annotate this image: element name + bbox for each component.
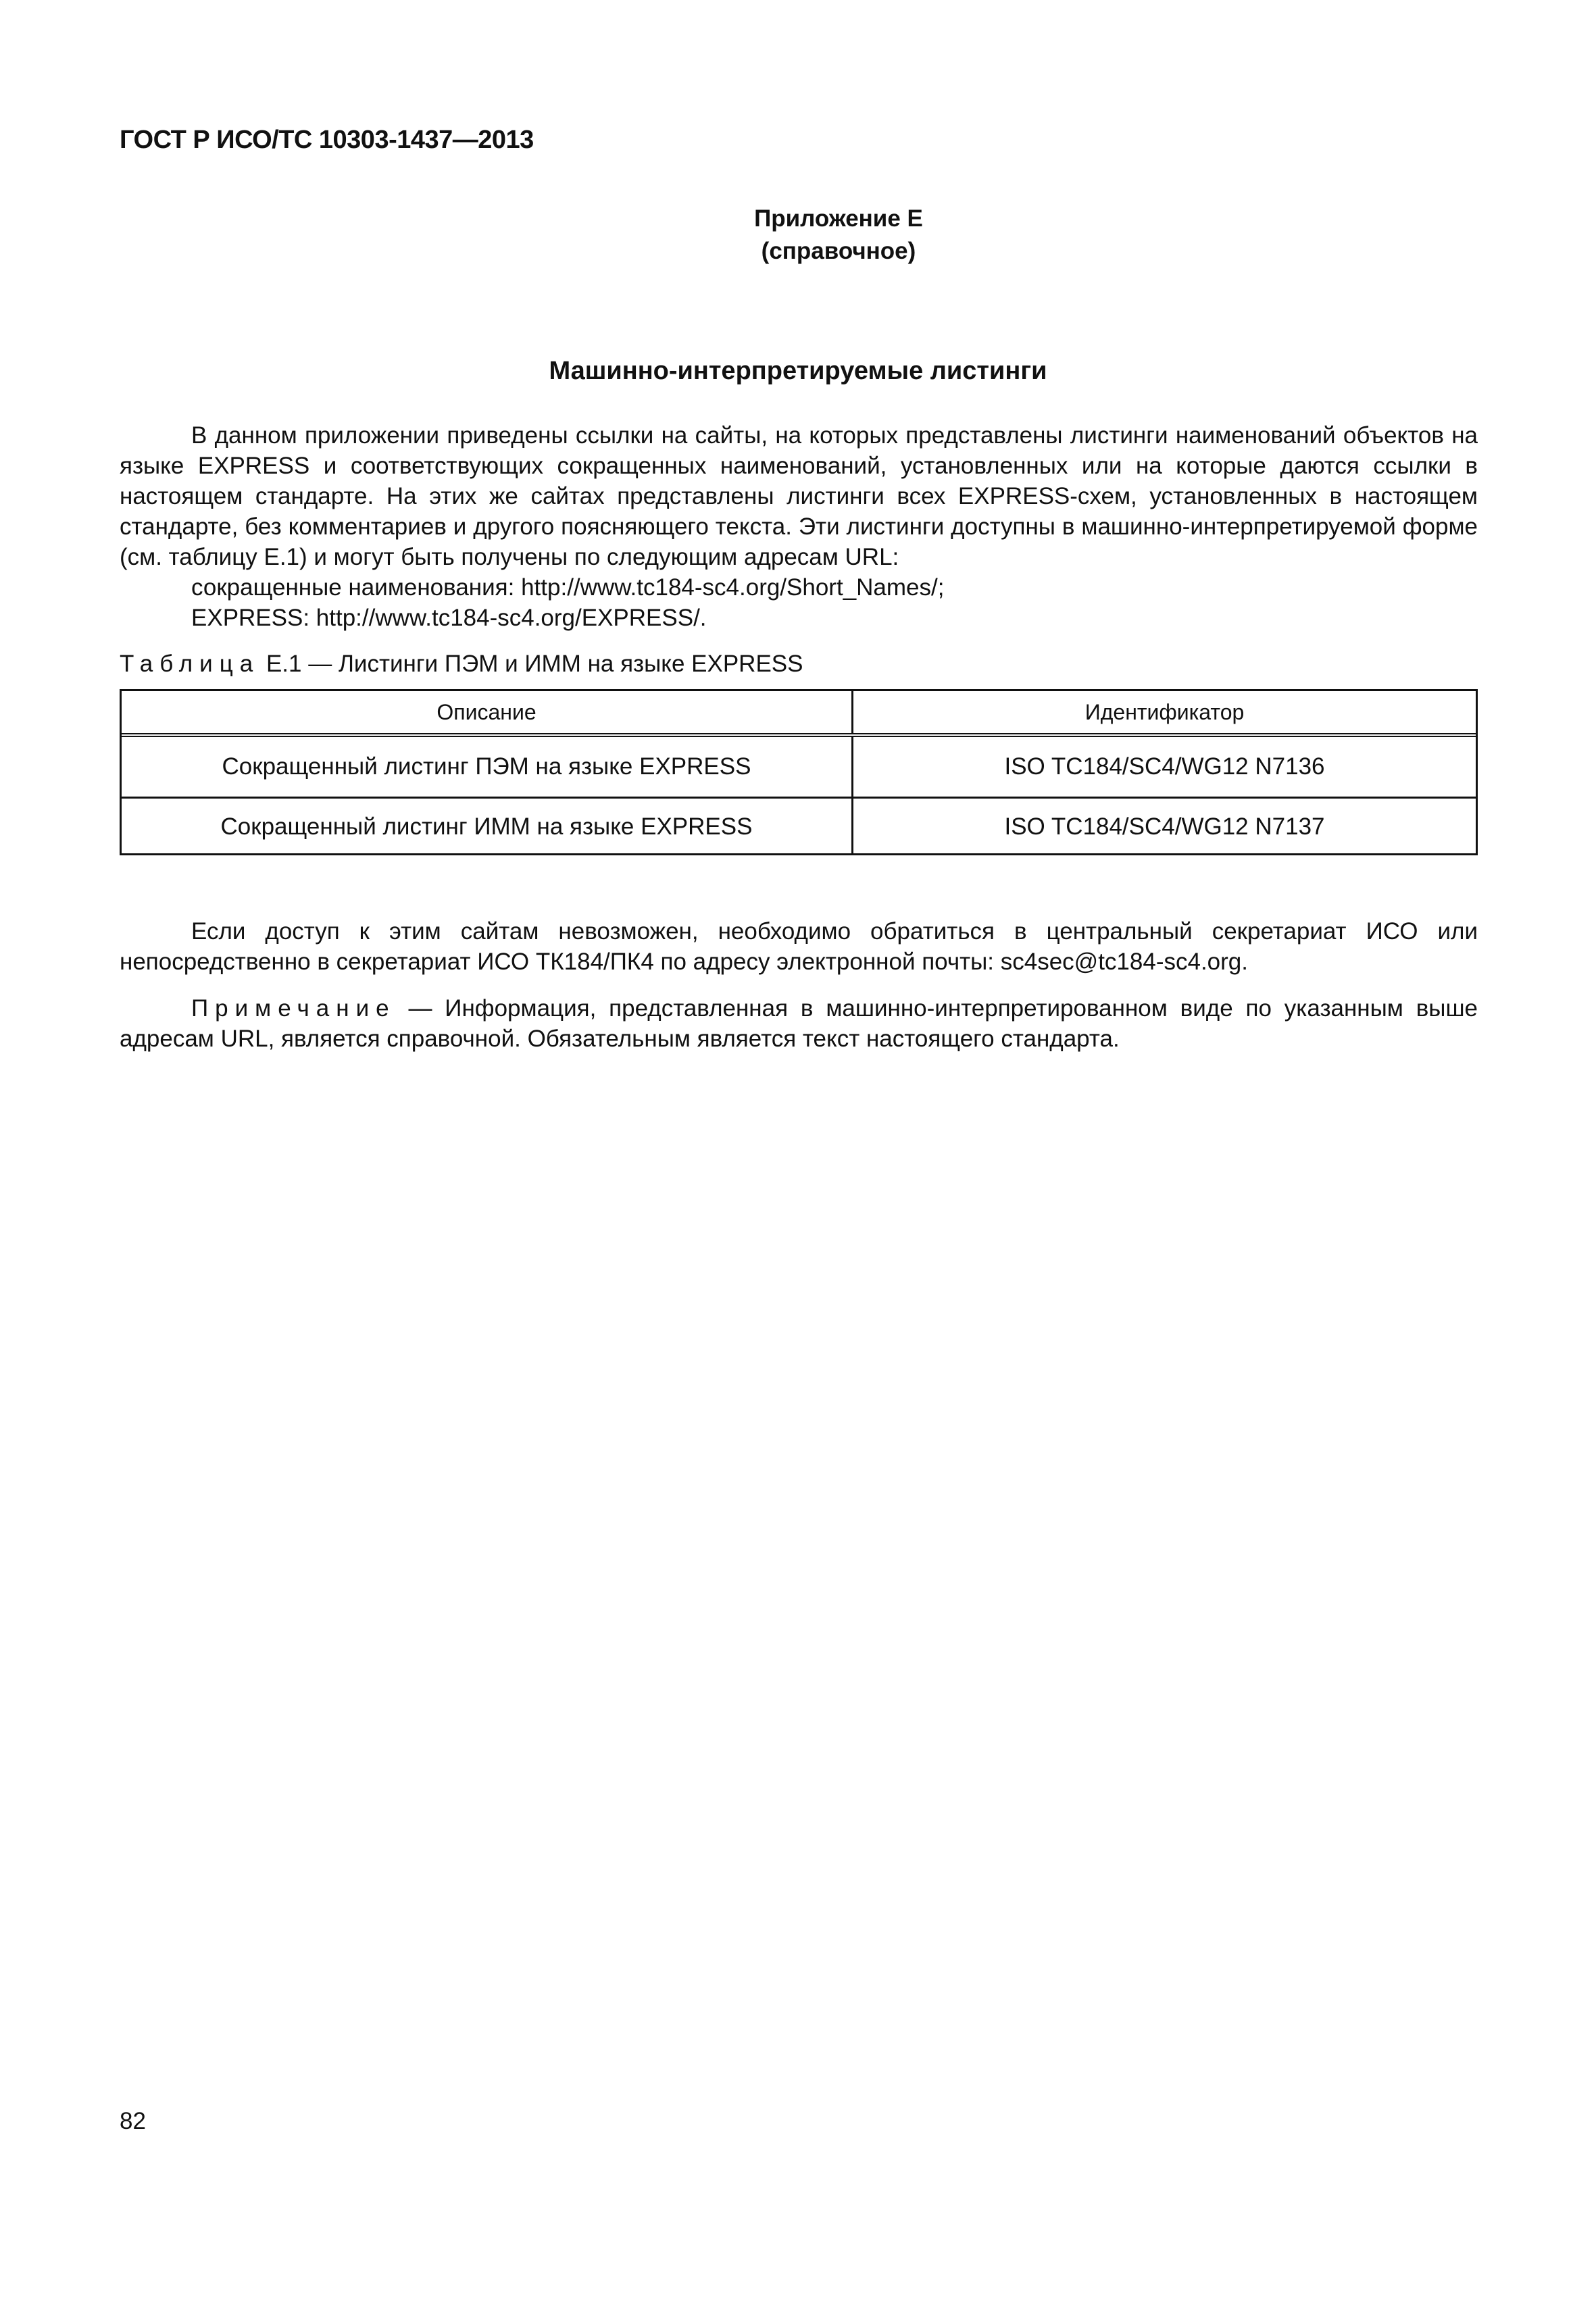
table-row bbox=[122, 799, 1476, 855]
table-cell-description: Сокращенный листинг ИММ на языке EXPRESS bbox=[122, 799, 853, 855]
table-caption-prefix: Таблица bbox=[120, 651, 260, 677]
document-code-header: ГОСТ Р ИСО/ТС 10303-1437—2013 bbox=[120, 126, 534, 154]
table-cell-identifier: ISO TC184/SC4/WG12 N7136 bbox=[1004, 753, 1325, 780]
column-header-identifier: Идентификатор bbox=[1084, 699, 1245, 724]
note-label: Примечание bbox=[191, 995, 396, 1022]
listings-table bbox=[120, 689, 1478, 855]
table-caption-text: Е.1 — Листинги ПЭМ и ИММ на языке EXPRESS bbox=[259, 651, 803, 677]
note-block bbox=[120, 993, 1478, 1054]
intro-block bbox=[120, 420, 1478, 633]
contact-block bbox=[120, 916, 1478, 977]
contact-paragraph: Если доступ к этим сайтам невозможен, необходимо обратиться в центральный секретариат ИСО или непосредственно в секретариат ИСО ТК184/ПК4 по адресу электронной почты: sc4sec@tc184-sc4.org. bbox=[120, 918, 1478, 975]
note-paragraph bbox=[120, 993, 1478, 1054]
annex-subtitle: (справочное) bbox=[761, 238, 916, 264]
column-header-description: Описание bbox=[122, 691, 853, 733]
note-text: — Информация, представленная в машинно-интерпретированном виде по указанным выше адресам URL, является справочной. Обязательным является текст настоящего стандарта. bbox=[120, 995, 1478, 1052]
url-short-names: сокращенные наименования: http://www.tc184-sc4.org/Short_Names/; bbox=[191, 574, 945, 601]
section-title: Машинно-интерпретируемые листинги bbox=[549, 357, 1047, 385]
table-cell-description: Сокращенный листинг ПЭМ на языке EXPRESS bbox=[122, 737, 853, 797]
table-row bbox=[122, 737, 1476, 799]
table-header-row bbox=[122, 691, 1476, 737]
table-caption bbox=[120, 651, 803, 678]
page-number: 82 bbox=[120, 2108, 146, 2134]
intro-paragraph: В данном приложении приведены ссылки на сайты, на которых представлены листинги наименований объектов на языке EXPRESS и соответствующих сокращенных наименований, установленных или на которые даются ссылки в настоящем стандарте. На этих же сайтах представлены листинги всех EXPRESS-схем, установленных в настоящем стандарте, без комментариев и другого поясняющего текста. Эти листинги доступны в машинно-интерпретируемой форме (см. таблицу Е.1) и могут быть получены по следующим адресам URL: bbox=[120, 422, 1478, 570]
url-express: EXPRESS: http://www.tc184-sc4.org/EXPRESS/. bbox=[191, 605, 707, 631]
annex-title: Приложение Е bbox=[754, 205, 923, 232]
table-cell-identifier: ISO TC184/SC4/WG12 N7137 bbox=[1004, 813, 1325, 840]
